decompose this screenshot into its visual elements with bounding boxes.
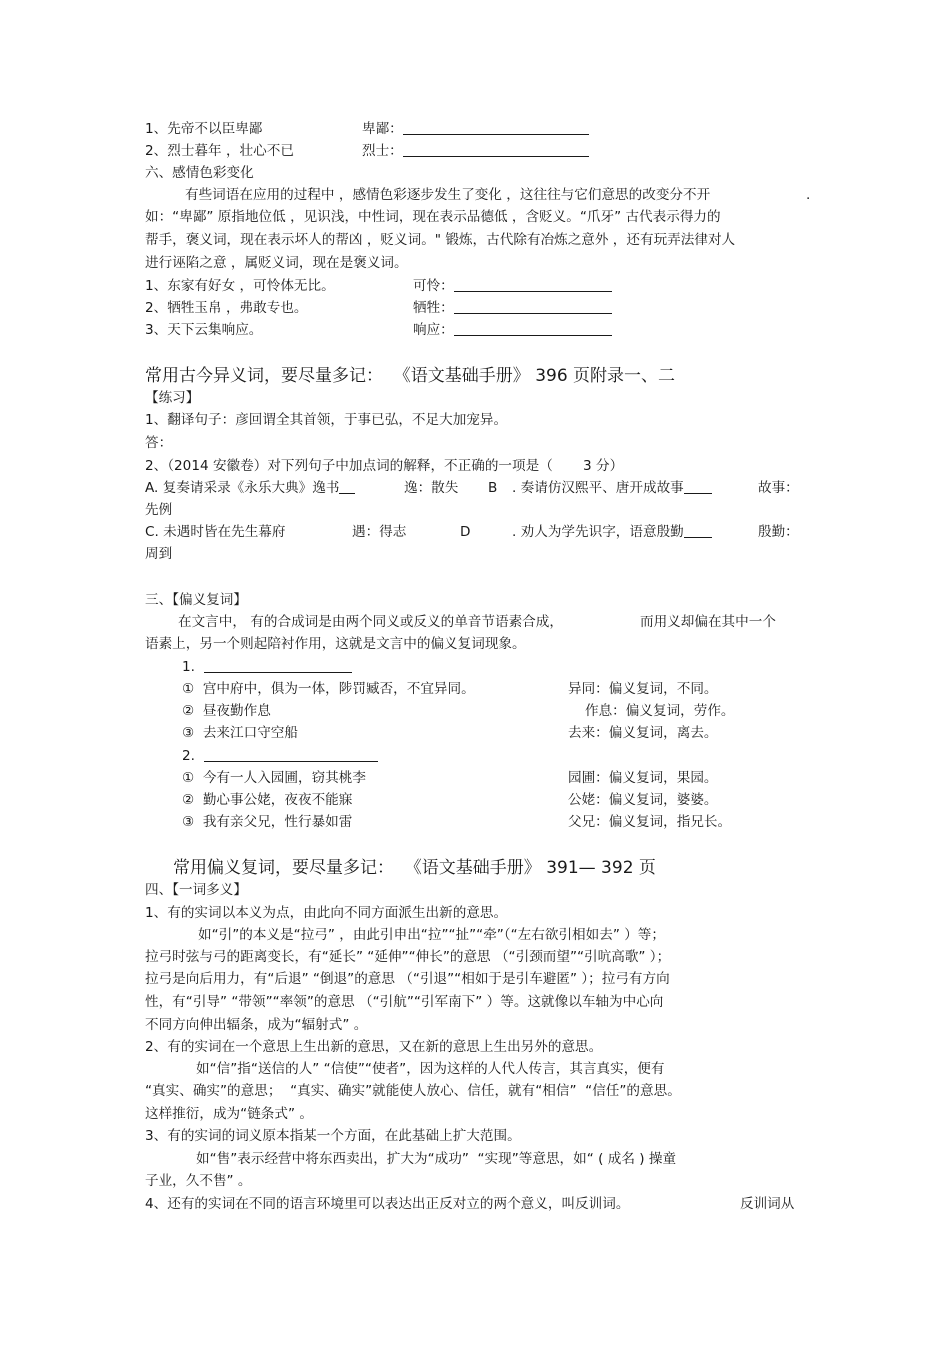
item-sentence: 3、天下云集响应。: [145, 322, 263, 338]
example-line: ② 勤心事公姥，夜夜不能寐: [182, 792, 353, 808]
example-gloss: 公姥：偏义复词，婆婆。: [568, 792, 718, 808]
paragraph-line: 1、有的实词以本义为点，由此向不同方面派生出新的意思。: [145, 905, 508, 921]
item-label: 响应：: [413, 322, 454, 338]
example-gloss: 去来：偏义复词，离去。: [568, 725, 718, 741]
group-number: 1.: [182, 659, 195, 675]
item-label: 卑鄙：: [362, 121, 403, 137]
example-line: ③ 我有亲父兄，性行暴如雷: [182, 814, 353, 830]
paragraph-line: 4、还有的实词在不同的语言环境里可以表达出正反对立的两个意义，叫反训词。: [145, 1196, 630, 1212]
question-1: 1、翻译句子：彦回谓全其首领，于事已弘，不足大加宠异。: [145, 412, 508, 428]
answer-blank[interactable]: [403, 120, 589, 135]
memo-note: 常用古今异义词，要尽量多记： 《语文基础手册》 396 页附录一、二: [145, 366, 676, 386]
item-answer: [362, 118, 589, 140]
option-b-text: . 奏请仿汉熙平、唐开成故事: [512, 480, 684, 496]
example-line: ① 宫中府中，俱为一体，陟罚臧否，不宜异同。: [182, 681, 475, 697]
answer-blank[interactable]: [454, 299, 612, 314]
dot-mark-blank: [684, 479, 712, 494]
section-heading: 六、感情色彩变化: [145, 165, 254, 181]
option-a-text: A. 复奏请采录《永乐大典》逸书: [145, 480, 340, 496]
item-answer: [413, 319, 612, 341]
example-gloss: 园圃：偏义复词，果园。: [568, 770, 718, 786]
item-sentence: 1、东家有好女 ，可怜体无比。: [145, 278, 335, 294]
paragraph-line: 拉弓时弦与弓的距离变长，有“延长” “延伸”“伸长”的意思 （“引颈而望”“引吭高歌” ）；: [145, 949, 671, 965]
paragraph-line: 不同方向伸出辐条，成为“辐射式” 。: [145, 1017, 368, 1033]
option-c-gloss: 遇：得志: [352, 524, 407, 540]
item-label: 烈士：: [362, 143, 403, 159]
paragraph-line: 如：“卑鄙” 原指地位低 ，见识浅，中性词，现在表示品德低 ，含贬义。“爪牙” 古代表示得力的: [145, 209, 721, 225]
item-sentence: 2、牺牲玉帛 ，弗敢专也。: [145, 300, 308, 316]
section-heading: 三、【偏义复词】: [145, 592, 247, 608]
group-number: 2.: [182, 748, 195, 764]
paragraph-line: 这样推衍，成为“链条式” 。: [145, 1106, 313, 1122]
paragraph-line: 3、有的实词的词义原本指某一个方面，在此基础上扩大范围。: [145, 1128, 521, 1144]
paragraph-line: 性，有“引导” “带领”“率领”的意思 （“引航”“引军南下” ）等。这就像以车轴为中心向: [145, 994, 664, 1010]
option-d-text: . 劝人为学先识字，语意殷勤: [512, 524, 684, 540]
item-answer: [413, 275, 612, 297]
item-answer: [413, 297, 612, 319]
paragraph-line: 在文言中， 有的合成词是由两个同义或反义的单音节语素合成，: [178, 614, 563, 630]
item-sentence: 2、烈士暮年 ，壮心不已: [145, 143, 294, 159]
item-answer: [362, 140, 589, 162]
paragraph-line: 帮手，褒义词，现在表示坏人的帮凶 ，贬义词。" 锻炼，古代除有冶炼之意外 ，还有玩弄法律对人: [145, 232, 736, 248]
paragraph-line: 而用义却偏在其中一个: [640, 614, 776, 630]
paragraph-line: 2、有的实词在一个意思上生出新的意思，又在新的意思上生出另外的意思。: [145, 1039, 603, 1055]
memo-note: 常用偏义复词，要尽量多记： 《语文基础手册》 391— 392 页: [173, 858, 656, 878]
option-a: [145, 477, 355, 499]
option-a-gloss: 逸：散失: [404, 480, 459, 496]
example-line: ① 今有一人入园圃，窃其桃李: [182, 770, 366, 786]
answer-blank[interactable]: [454, 321, 612, 336]
option-d-continue: 周到: [145, 546, 173, 562]
paragraph-line: 有些词语在应用的过程中 ，感情色彩逐步发生了变化 ，这往往与它们意思的改变分不开: [185, 187, 711, 203]
example-line: ② 昼夜勤作息: [182, 703, 271, 719]
group-2-title: [182, 745, 378, 767]
paragraph-tail: 反训词从: [740, 1196, 795, 1212]
paragraph-line: 如“售”表示经营中将东西卖出，扩大为“成功” “实现”等意思，如“ ( 成名 ) 操童: [196, 1151, 677, 1167]
option-d-letter: D: [460, 524, 471, 540]
option-b-gloss: 故事：: [758, 480, 799, 496]
paragraph-line: 如“引”的本义是“拉弓” ，由此引申出“拉”“扯”“牵”（“左右欲引相如去” ）等；: [198, 927, 665, 943]
dot-mark-blank: [339, 479, 355, 494]
paragraph-line: 进行诬陷之意 ，属贬义词，现在是褒义词。: [145, 255, 408, 271]
paragraph-line: 语素上，另一个则起陪衬作用，这就是文言中的偏义复词现象。: [145, 636, 526, 652]
practice-heading: 【练习】: [145, 390, 200, 406]
item-label: 可怜：: [413, 278, 454, 294]
item-label: 牺牲：: [413, 300, 454, 316]
answer-label: 答：: [145, 435, 173, 451]
group-1-title: [182, 656, 352, 678]
option-b-letter: B: [488, 480, 498, 496]
answer-blank[interactable]: [403, 142, 589, 157]
paragraph-line: 如“信”指“送信的人” “信使”“使者”，因为这样的人代人传言，其言真实，便有: [196, 1061, 665, 1077]
option-c: C. 未遇时皆在先生幕府: [145, 524, 286, 540]
answer-blank[interactable]: [204, 747, 378, 762]
example-line: ③ 去来江口守空船: [182, 725, 298, 741]
paragraph-line: 拉弓是向后用力，有“后退” “倒退”的意思 （“引退”“相如于是引车避匿” ）；拉弓有方向: [145, 971, 670, 987]
example-gloss: 异同：偏义复词，不同。: [568, 681, 718, 697]
option-b: [512, 477, 712, 499]
stray-dot: .: [806, 187, 811, 203]
question-2: 2、（2014 安徽卷）对下列句子中加点词的解释，不正确的一项是（ 3 分）: [145, 458, 624, 474]
option-d: [512, 521, 712, 543]
option-b-continue: 先例: [145, 502, 173, 518]
option-d-gloss: 殷勤：: [758, 524, 799, 540]
example-gloss: 作息：偏义复词，劳作。: [585, 703, 735, 719]
example-gloss: 父兄：偏义复词，指兄长。: [568, 814, 732, 830]
paragraph-line: 子业，久不售” 。: [145, 1173, 252, 1189]
dot-mark-blank: [684, 523, 712, 538]
answer-blank[interactable]: [454, 277, 612, 292]
answer-blank[interactable]: [204, 658, 352, 673]
paragraph-line: “真实、确实”的意思； “真实、确实”就能使人放心、信任，就有“相信” “信任”的意思。: [145, 1083, 681, 1099]
section-heading: 四、【一词多义】: [145, 882, 247, 898]
item-sentence: 1、先帝不以臣卑鄙: [145, 121, 263, 137]
